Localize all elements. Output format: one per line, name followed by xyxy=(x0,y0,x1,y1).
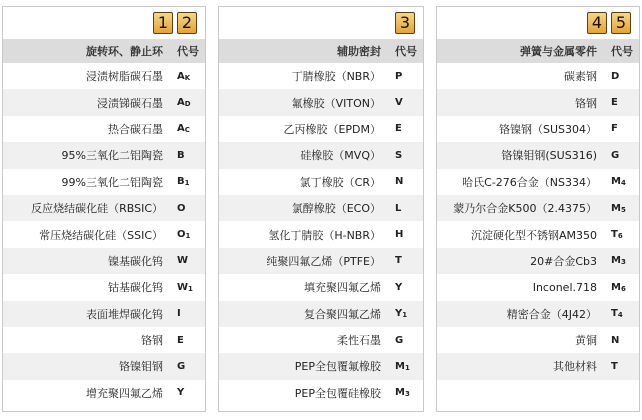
code-letter: M xyxy=(395,387,405,399)
code-letter: M xyxy=(611,255,621,267)
code-letter: N xyxy=(395,176,404,188)
code-letter: P xyxy=(395,70,403,82)
material-name: 其他材料 xyxy=(553,360,597,374)
badge-group xyxy=(3,7,205,39)
code-letter: F xyxy=(611,123,618,135)
material-code xyxy=(611,123,639,134)
material-code xyxy=(611,361,639,372)
material-name: PEP全包覆氟橡胶 xyxy=(294,360,381,374)
material-code xyxy=(611,282,639,293)
table-row xyxy=(437,116,639,142)
material-name: 20#合金Cb3 xyxy=(530,254,597,268)
code-subscript: 4 xyxy=(617,311,623,320)
code-letter: W xyxy=(177,255,189,267)
table-row xyxy=(219,169,423,195)
table-body xyxy=(219,63,423,406)
table-row xyxy=(219,221,423,247)
table-row xyxy=(3,274,205,300)
material-name: 铬镍钼钢(SUS316) xyxy=(501,149,597,163)
code-letter: T xyxy=(395,255,402,267)
material-name: 纯聚四氟乙烯（PTFE） xyxy=(266,254,381,268)
number-badge: 2 xyxy=(177,12,197,34)
code-subscript: D xyxy=(184,100,191,109)
table-row xyxy=(437,353,639,379)
table-row xyxy=(437,274,639,300)
material-name: Inconel.718 xyxy=(532,280,597,294)
table-header xyxy=(437,39,639,63)
material-code xyxy=(611,150,639,161)
code-letter: Y xyxy=(177,387,185,399)
material-name: 铬镍钼钢 xyxy=(119,360,163,374)
table-row xyxy=(437,327,639,353)
table-row xyxy=(3,89,205,115)
material-code xyxy=(611,97,639,108)
code-letter: T xyxy=(611,308,618,320)
table-row xyxy=(3,195,205,221)
material-code xyxy=(395,123,423,134)
material-name: 镍基碳化钨 xyxy=(108,254,163,268)
code-letter: M xyxy=(611,281,621,293)
material-code xyxy=(177,176,205,187)
badge-group xyxy=(437,7,639,39)
code-letter: G xyxy=(177,360,186,372)
material-code xyxy=(611,255,639,266)
badge-group xyxy=(219,7,423,39)
code-subscript: 1 xyxy=(184,179,190,188)
table-row xyxy=(219,248,423,274)
number-badge: 3 xyxy=(395,12,415,34)
code-letter: B xyxy=(177,149,185,161)
code-letter: E xyxy=(611,97,618,109)
material-name: 乙丙橡胶（EPDM） xyxy=(283,122,381,136)
material-code xyxy=(395,229,423,240)
code-subscript: 6 xyxy=(617,232,623,241)
material-name: 铬镍钢（SUS304） xyxy=(498,122,597,136)
code-letter: A xyxy=(177,97,185,109)
table-row xyxy=(3,327,205,353)
material-name: 氯醇橡胶（ECO） xyxy=(291,202,381,216)
material-code xyxy=(395,176,423,187)
table-row xyxy=(437,248,639,274)
code-letter: M xyxy=(395,360,405,372)
code-subscript: 1 xyxy=(188,284,193,293)
material-code xyxy=(177,97,205,108)
column-header-material: 弹簧与金属零件 xyxy=(520,45,597,58)
material-name: 铬钢 xyxy=(141,334,163,348)
table-row xyxy=(437,195,639,221)
panel-auxiliary-seals xyxy=(218,6,424,412)
panel-springs-metal-parts xyxy=(436,6,640,412)
material-code xyxy=(395,97,423,108)
code-subscript: 4 xyxy=(620,179,626,188)
code-letter: H xyxy=(395,229,404,241)
code-subscript: K xyxy=(184,73,191,82)
table-row xyxy=(3,248,205,274)
panel-seal-rings xyxy=(2,6,206,412)
code-letter: W xyxy=(177,281,189,293)
number-badge: 1 xyxy=(153,12,173,34)
code-subscript: C xyxy=(184,126,190,135)
table-row xyxy=(437,63,639,89)
material-name: 反应烧结碳化硅（RBSIC） xyxy=(31,202,163,216)
table-row xyxy=(219,116,423,142)
table-row xyxy=(219,142,423,168)
material-name: 增充聚四氟乙烯 xyxy=(86,386,163,400)
material-name: 黄铜 xyxy=(575,334,597,348)
table-row xyxy=(437,142,639,168)
material-code xyxy=(611,335,639,346)
material-code xyxy=(395,387,423,398)
code-subscript: 5 xyxy=(620,205,626,214)
column-header-code: 代号 xyxy=(395,45,417,58)
table-row xyxy=(437,89,639,115)
material-name: 氢化丁腈胶（H-NBR） xyxy=(268,228,381,242)
material-code xyxy=(177,282,205,293)
material-name: 哈氏C-276合金（NS334） xyxy=(462,175,597,189)
material-name: 沉淀硬化型不锈钢AM350 xyxy=(470,228,597,242)
code-letter: N xyxy=(611,334,620,346)
material-name: 95%三氧化二铝陶瓷 xyxy=(61,149,163,163)
table-row xyxy=(3,142,205,168)
material-name: 碳素钢 xyxy=(564,70,597,84)
table-row xyxy=(219,353,423,379)
table-row xyxy=(3,116,205,142)
material-code xyxy=(177,229,205,240)
material-code xyxy=(395,71,423,82)
column-header-material: 旋转环、静止环 xyxy=(86,45,163,58)
material-code xyxy=(177,123,205,134)
table-row xyxy=(219,301,423,327)
table-row xyxy=(3,301,205,327)
material-name: 常压烧结碳化硅（SSIC） xyxy=(39,228,163,242)
table-header xyxy=(3,39,205,63)
material-code xyxy=(395,150,423,161)
code-subscript: 1 xyxy=(404,363,410,372)
code-letter: Y xyxy=(395,281,403,293)
material-code xyxy=(395,308,423,319)
table-row xyxy=(219,195,423,221)
code-letter: D xyxy=(611,70,620,82)
material-name: 蒙乃尔合金K500（2.4375） xyxy=(453,202,597,216)
material-code xyxy=(177,387,205,398)
code-letter: S xyxy=(395,149,403,161)
material-name: 丁腈橡胶（NBR） xyxy=(291,70,381,84)
column-header-material: 辅助密封 xyxy=(337,45,381,58)
table-row xyxy=(3,353,205,379)
code-letter: O xyxy=(177,229,186,241)
table-row xyxy=(219,89,423,115)
code-letter: B xyxy=(177,176,185,188)
material-code xyxy=(395,282,423,293)
material-code xyxy=(395,203,423,214)
material-code xyxy=(611,203,639,214)
code-letter: G xyxy=(611,149,620,161)
material-name: 热合碳石墨 xyxy=(108,122,163,136)
table-body xyxy=(3,63,205,406)
code-letter: A xyxy=(177,70,185,82)
table-body xyxy=(437,63,639,380)
material-code xyxy=(177,150,205,161)
code-letter: A xyxy=(177,123,185,135)
material-code xyxy=(611,71,639,82)
material-name: 铬钢 xyxy=(575,96,597,110)
table-row xyxy=(3,169,205,195)
table-row xyxy=(3,221,205,247)
code-letter: L xyxy=(395,202,402,214)
number-badge: 4 xyxy=(587,12,607,34)
material-code xyxy=(395,361,423,372)
material-code xyxy=(177,308,205,319)
code-subscript: 1 xyxy=(402,311,408,320)
material-name: 浸渍树脂碳石墨 xyxy=(86,70,163,84)
code-letter: T xyxy=(611,229,618,241)
table-row xyxy=(219,380,423,406)
column-header-code: 代号 xyxy=(611,45,633,58)
material-code xyxy=(611,176,639,187)
code-subscript: 1 xyxy=(185,232,191,241)
material-code xyxy=(611,308,639,319)
number-badge: 5 xyxy=(611,12,631,34)
material-code xyxy=(177,335,205,346)
material-name: 填充聚四氟乙烯 xyxy=(304,281,381,295)
code-letter: G xyxy=(395,334,404,346)
material-name: 浸渍锑碳石墨 xyxy=(97,96,163,110)
column-header-code: 代号 xyxy=(177,45,199,58)
table-row xyxy=(219,274,423,300)
material-name: 99%三氧化二铝陶瓷 xyxy=(61,175,163,189)
code-subscript: 6 xyxy=(620,284,626,293)
table-row xyxy=(437,301,639,327)
code-letter: I xyxy=(177,308,181,320)
code-letter: M xyxy=(611,176,621,188)
code-letter: V xyxy=(395,97,403,109)
material-name: 氯丁橡胶（CR） xyxy=(299,175,381,189)
table-row xyxy=(437,169,639,195)
code-letter: Y xyxy=(395,308,403,320)
material-name: 氟橡胶（VITON） xyxy=(291,96,381,110)
material-name: 精密合金（4J42） xyxy=(506,307,597,321)
code-letter: M xyxy=(611,202,621,214)
material-name: 柔性石墨 xyxy=(337,334,381,348)
material-name: 表面堆焊碳化钨 xyxy=(86,307,163,321)
table-row xyxy=(3,63,205,89)
material-code xyxy=(177,71,205,82)
material-name: 硅橡胶（MVQ） xyxy=(300,149,381,163)
code-letter: O xyxy=(177,202,186,214)
material-code xyxy=(177,203,205,214)
code-letter: E xyxy=(395,123,402,135)
code-subscript: 3 xyxy=(620,258,626,267)
material-code xyxy=(177,361,205,372)
table-header xyxy=(219,39,423,63)
material-code xyxy=(395,335,423,346)
material-code xyxy=(395,255,423,266)
table-row xyxy=(3,380,205,406)
code-letter: E xyxy=(177,334,184,346)
code-subscript: 3 xyxy=(404,390,410,399)
material-name: PEP全包覆硅橡胶 xyxy=(294,386,381,400)
table-row xyxy=(219,63,423,89)
table-row xyxy=(219,327,423,353)
material-code xyxy=(611,229,639,240)
table-row xyxy=(437,221,639,247)
code-letter: T xyxy=(611,360,618,372)
material-name: 复合聚四氟乙烯 xyxy=(304,307,381,321)
material-name: 钴基碳化钨 xyxy=(108,281,163,295)
material-code xyxy=(177,255,205,266)
